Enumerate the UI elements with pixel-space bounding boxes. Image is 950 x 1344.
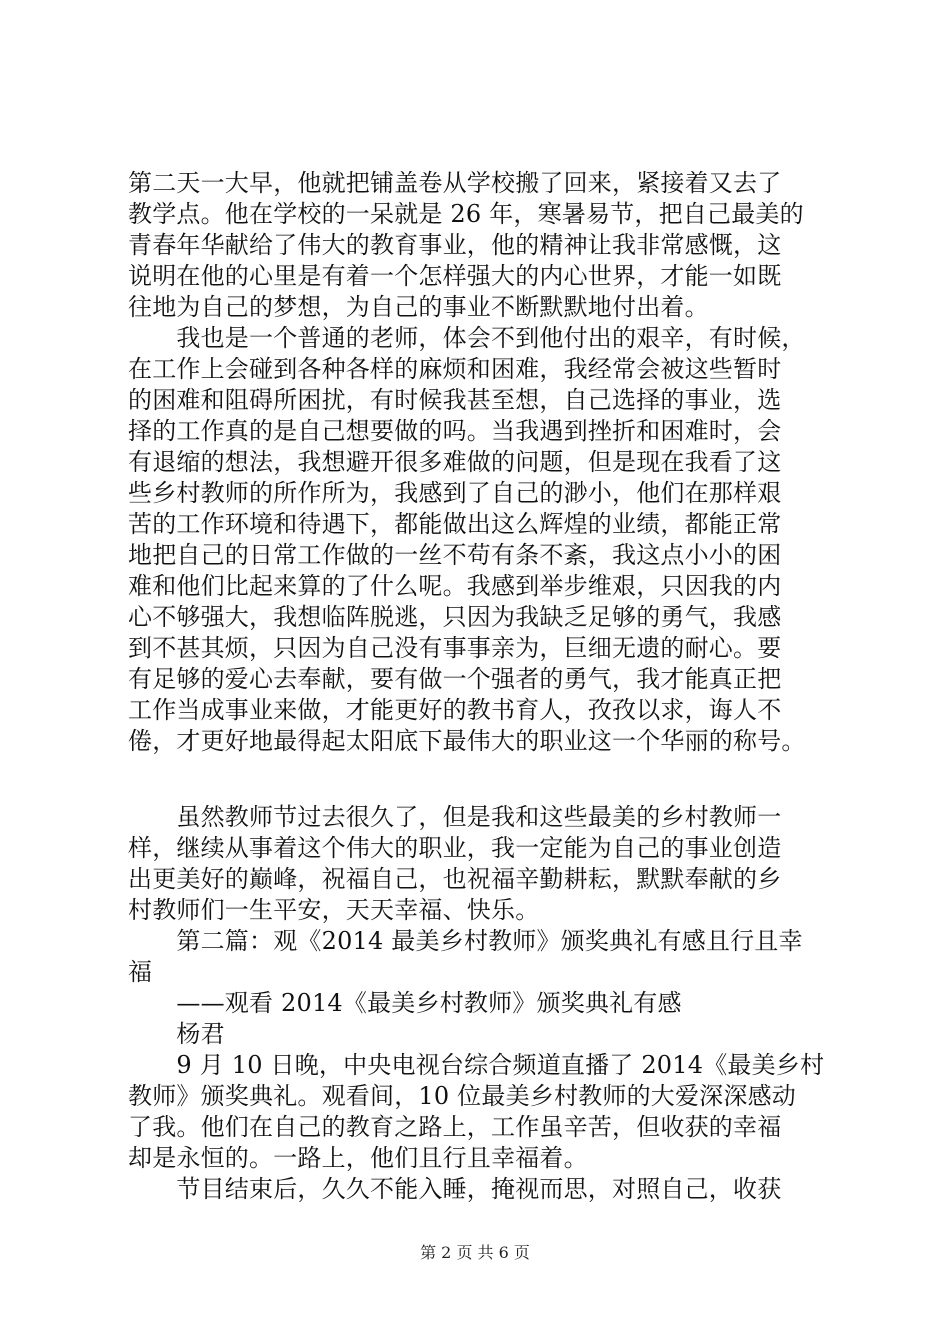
subtitle-line: ——观看 2014《最美乡村教师》颁奖典礼有感 xyxy=(128,989,682,1017)
text-line: 倦，才更好地最得起太阳底下最伟大的职业这一个华丽的称号。 xyxy=(128,727,806,755)
text-line: 到不甚其烦，只因为自己没有事事亲为，巨细无遗的耐心。要 xyxy=(128,634,782,662)
text-line: 工作当成事业来做，才能更好的教书育人，孜孜以求，诲人不 xyxy=(128,696,782,724)
paragraph-gap xyxy=(128,757,828,802)
text-line: 说明在他的心里是有着一个怎样强大的内心世界，才能一如既 xyxy=(128,262,782,290)
author-line: 杨君 xyxy=(128,1020,225,1048)
text-line: 虽然教师节过去很久了，但是我和这些最美的乡村教师一 xyxy=(128,803,782,831)
text-line: 第二天一大早，他就把铺盖卷从学校搬了回来，紧接着又去了 xyxy=(128,169,782,197)
text-line: 村教师们一生平安，天天幸福、快乐。 xyxy=(128,896,540,924)
text-line: 我也是一个普通的老师，体会不到他付出的艰辛，有时候， xyxy=(128,324,806,352)
text-line: 心不够强大，我想临阵脱逃，只因为我缺乏足够的勇气，我感 xyxy=(128,603,782,631)
text-line: 难和他们比起来算的了什么呢。我感到举步维艰，只因我的内 xyxy=(128,572,782,600)
text-line: 9 月 10 日晚，中央电视台综合频道直播了 2014《最美乡村 xyxy=(128,1051,825,1079)
text-line: 青春年华献给了伟大的教育事业，他的精神让我非常感慨，这 xyxy=(128,231,782,259)
text-line: 了我。他们在自己的教育之路上，工作虽辛苦，但收获的幸福 xyxy=(128,1113,782,1141)
text-line: 出更美好的巅峰，祝福自己，也祝福辛勤耕耘，默默奉献的乡 xyxy=(128,865,782,893)
text-line: 的困难和阻碍所困扰，有时候我甚至想，自己选择的事业，选 xyxy=(128,386,782,414)
text-line: 往地为自己的梦想，为自己的事业不断默默地付出着。 xyxy=(128,293,709,321)
text-line: 在工作上会碰到各种各样的麻烦和困难，我经常会被这些暂时 xyxy=(128,355,782,383)
text-line: 教师》颁奖典礼。观看间，10 位最美乡村教师的大爱深深感动 xyxy=(128,1082,796,1110)
text-line: 样，继续从事着这个伟大的职业，我一定能为自己的事业创造 xyxy=(128,834,782,862)
paragraph-block-2 xyxy=(128,802,828,1205)
document-body xyxy=(128,168,828,1205)
text-line: 地把自己的日常工作做的一丝不苟有条不紊，我这点小小的困 xyxy=(128,541,782,569)
text-line: 有退缩的想法，我想避开很多难做的问题，但是现在我看了这 xyxy=(128,448,782,476)
text-line: 苦的工作环境和待遇下，都能做出这么辉煌的业绩，都能正常 xyxy=(128,510,782,538)
paragraph-block-1 xyxy=(128,168,828,757)
section-title-line: 福 xyxy=(128,958,153,986)
text-line: 教学点。他在学校的一呆就是 26 年，寒暑易节，把自己最美的 xyxy=(128,200,804,228)
section-title-line: 第二篇：观《2014 最美乡村教师》颁奖典礼有感且行且幸 xyxy=(128,927,803,955)
text-line: 些乡村教师的所作所为，我感到了自己的渺小，他们在那样艰 xyxy=(128,479,782,507)
text-line: 有足够的爱心去奉献，要有做一个强者的勇气，我才能真正把 xyxy=(128,665,782,693)
page-indicator: 第 2 页 共 6 页 xyxy=(420,1243,530,1262)
text-line: 却是永恒的。一路上，他们且行且幸福着。 xyxy=(128,1144,588,1172)
text-line: 择的工作真的是自己想要做的吗。当我遇到挫折和困难时，会 xyxy=(128,417,782,445)
page-footer xyxy=(0,1243,950,1263)
text-line: 节目结束后，久久不能入睡，掩视而思，对照自己，收获 xyxy=(128,1175,782,1203)
